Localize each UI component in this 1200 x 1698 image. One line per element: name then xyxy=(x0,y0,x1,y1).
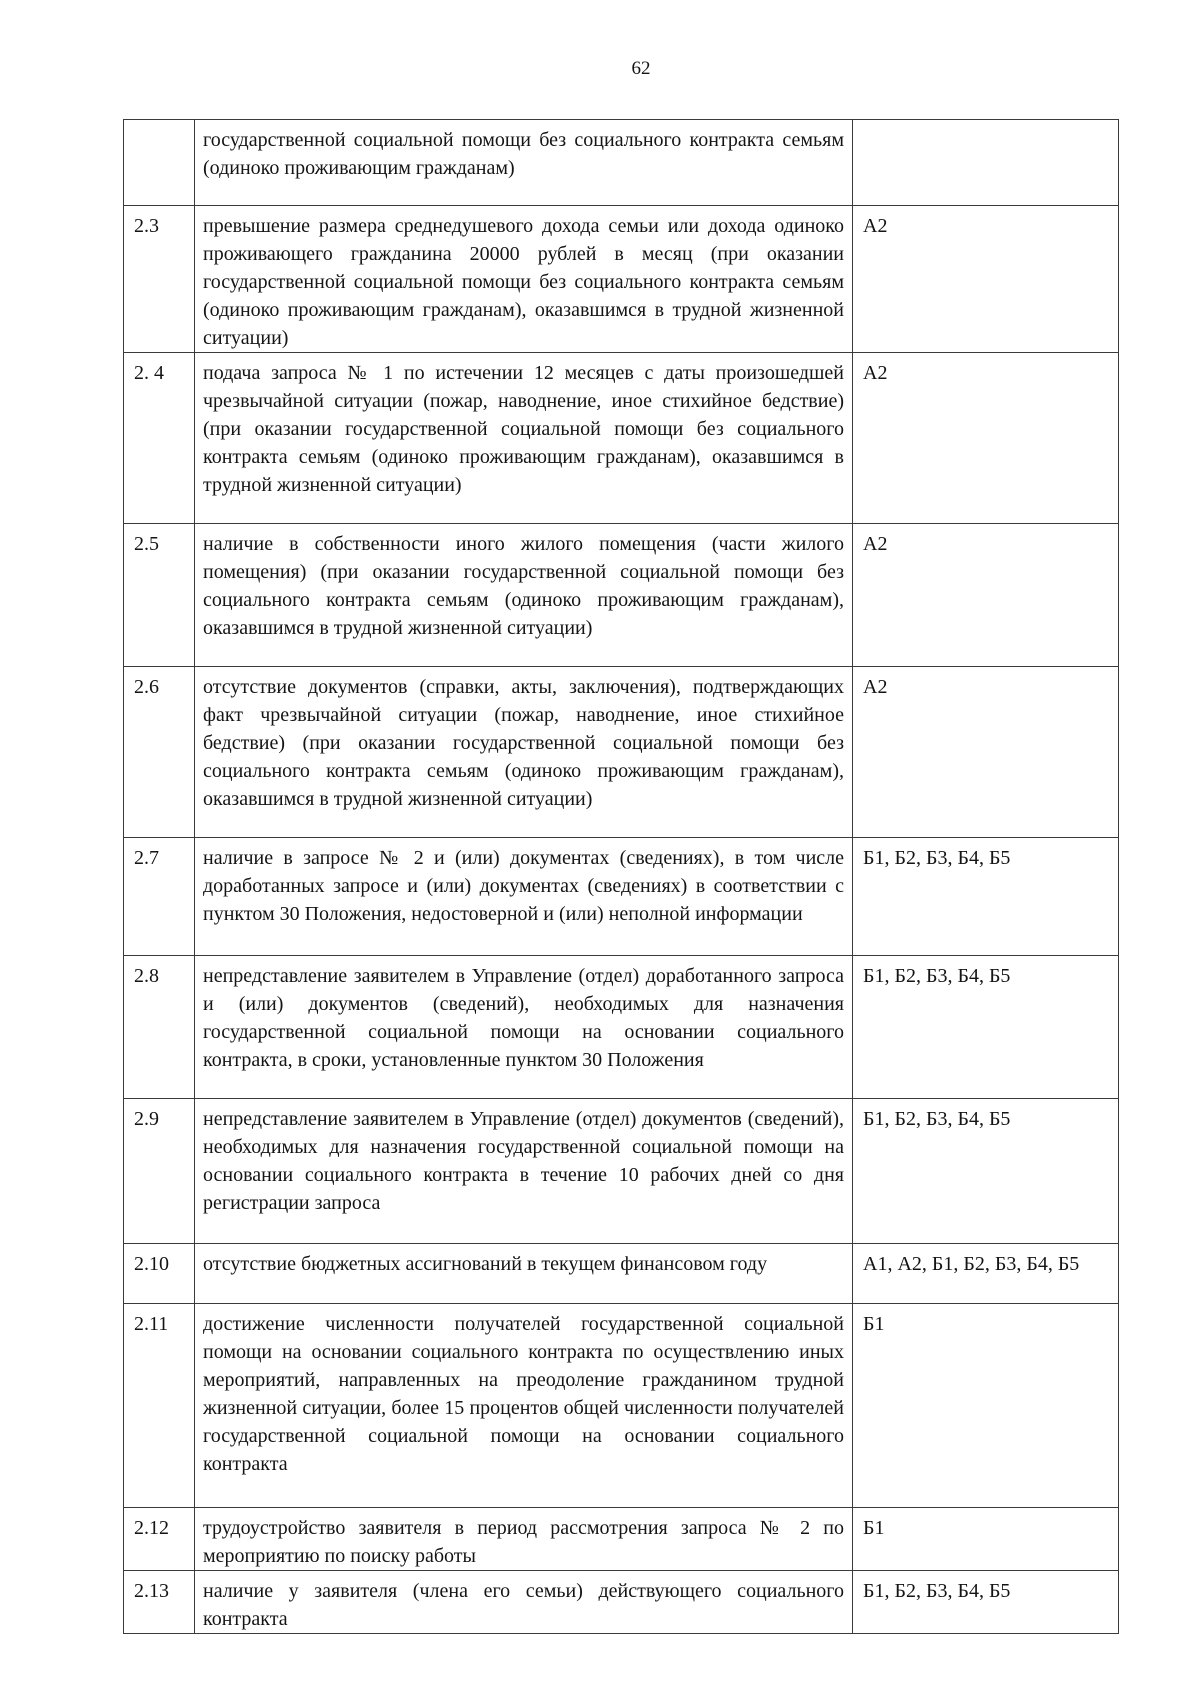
row-codes: А2 xyxy=(853,667,1119,838)
table-row xyxy=(124,1508,1119,1571)
table-row xyxy=(124,206,1119,353)
grounds-table xyxy=(123,119,1119,1634)
row-description: непредставление заявителем в Управление (отдел) доработанного запроса и (или) документов (сведений), необходимых для назначения государственной социальной помощи на основании социального контракта, в сроки, установленные пунктом 30 Положения xyxy=(195,956,853,1099)
row-description: достижение численности получателей государственной социальной помощи на основании социального контракта по осуществлению иных мероприятий, направленных на преодоление гражданином трудной жизненной ситуации, более 15 процентов общей численности получателей государственной социальной помощи на основании социального контракта xyxy=(195,1304,853,1508)
row-codes: А2 xyxy=(853,353,1119,524)
row-codes: Б1 xyxy=(853,1304,1119,1508)
row-description: трудоустройство заявителя в период рассмотрения запроса № 2 по мероприятию по поиску работы xyxy=(195,1508,853,1571)
row-number xyxy=(124,120,195,206)
row-number: 2.6 xyxy=(124,667,195,838)
table-row xyxy=(124,524,1119,667)
row-codes: Б1, Б2, Б3, Б4, Б5 xyxy=(853,1571,1119,1634)
row-codes: Б1 xyxy=(853,1508,1119,1571)
row-number: 2.7 xyxy=(124,838,195,956)
row-description: наличие у заявителя (члена его семьи) действующего социального контракта xyxy=(195,1571,853,1634)
row-codes: Б1, Б2, Б3, Б4, Б5 xyxy=(853,838,1119,956)
row-codes xyxy=(853,120,1119,206)
table-row xyxy=(124,1571,1119,1634)
row-description: превышение размера среднедушевого дохода семьи или дохода одиноко проживающего гражданина 20000 рублей в месяц (при оказании государственной социальной помощи без социального контракта семьям (одиноко проживающим гражданам), оказавшимся в трудной жизненной ситуации) xyxy=(195,206,853,353)
row-number: 2. 4 xyxy=(124,353,195,524)
row-description: отсутствие документов (справки, акты, заключения), подтверждающих факт чрезвычайной ситуации (пожар, наводнение, иное стихийное бедствие) (при оказании государственной социальной помощи без социального контракта семьям (одиноко проживающим гражданам), оказавшимся в трудной жизненной ситуации) xyxy=(195,667,853,838)
table-row xyxy=(124,838,1119,956)
row-number: 2.10 xyxy=(124,1244,195,1304)
row-description: отсутствие бюджетных ассигнований в текущем финансовом году xyxy=(195,1244,853,1304)
row-description: подача запроса № 1 по истечении 12 месяцев с даты произошедшей чрезвычайной ситуации (пожар, наводнение, иное стихийное бедствие) (при оказании государственной социальной помощи без социального контракта семьям (одиноко проживающим гражданам), оказавшимся в трудной жизненной ситуации) xyxy=(195,353,853,524)
table-row xyxy=(124,1304,1119,1508)
row-codes: Б1, Б2, Б3, Б4, Б5 xyxy=(853,956,1119,1099)
table-row xyxy=(124,956,1119,1099)
table-row xyxy=(124,353,1119,524)
row-number: 2.8 xyxy=(124,956,195,1099)
table-row xyxy=(124,120,1119,206)
row-number: 2.9 xyxy=(124,1099,195,1244)
row-codes: А1, А2, Б1, Б2, Б3, Б4, Б5 xyxy=(853,1244,1119,1304)
page-number: 62 xyxy=(631,58,651,79)
table-row xyxy=(124,667,1119,838)
row-description: наличие в собственности иного жилого помещения (части жилого помещения) (при оказании государственной социальной помощи без социального контракта семьям (одиноко проживающим гражданам), оказавшимся в трудной жизненной ситуации) xyxy=(195,524,853,667)
row-number: 2.12 xyxy=(124,1508,195,1571)
row-number: 2.5 xyxy=(124,524,195,667)
table-row xyxy=(124,1099,1119,1244)
row-description: наличие в запросе № 2 и (или) документах (сведениях), в том числе доработанных запросе и (или) документах (сведениях) в соответствии с пунктом 30 Положения, недостоверной и (или) неполной информации xyxy=(195,838,853,956)
row-codes: Б1, Б2, Б3, Б4, Б5 xyxy=(853,1099,1119,1244)
row-description: государственной социальной помощи без социального контракта семьям (одиноко проживающим гражданам) xyxy=(195,120,853,206)
row-codes: А2 xyxy=(853,206,1119,353)
row-number: 2.11 xyxy=(124,1304,195,1508)
table-row xyxy=(124,1244,1119,1304)
row-number: 2.13 xyxy=(124,1571,195,1634)
row-description: непредставление заявителем в Управление (отдел) документов (сведений), необходимых для назначения государственной социальной помощи на основании социального контракта в течение 10 рабочих дней со дня регистрации запроса xyxy=(195,1099,853,1244)
row-codes: А2 xyxy=(853,524,1119,667)
row-number: 2.3 xyxy=(124,206,195,353)
